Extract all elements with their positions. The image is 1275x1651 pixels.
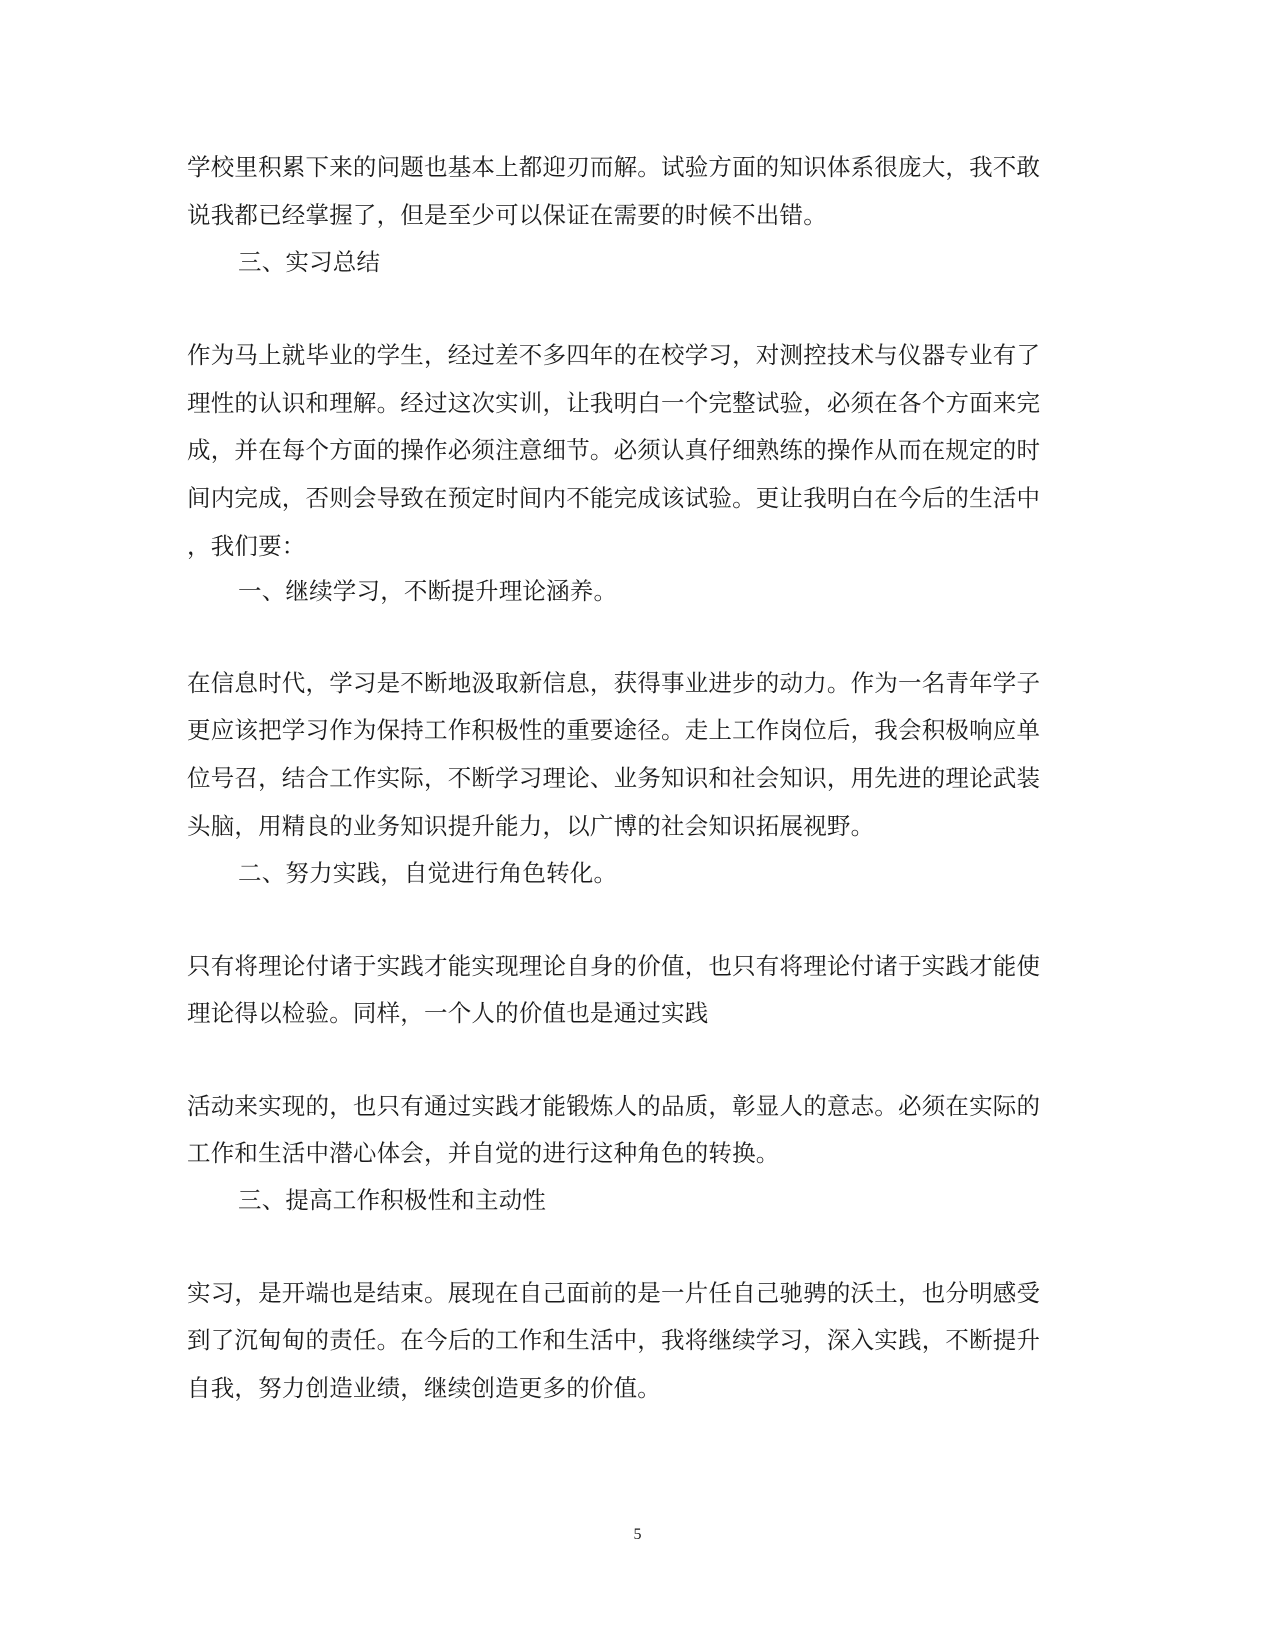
page-number: 5 <box>633 1526 642 1543</box>
body-text-line: 自我，努力创造业绩，继续创造更多的价值。 <box>187 1374 661 1402</box>
subsection-heading: 一、继续学习，不断提升理论涵养。 <box>238 577 618 605</box>
body-text-line: 头脑，用精良的业务知识提升能力，以广博的社会知识拓展视野。 <box>187 812 875 840</box>
body-text-line: 实习，是开端也是结束。展现在自己面前的是一片任自己驰骋的沃土，也分明感受 <box>187 1279 1041 1307</box>
subsection-heading: 二、努力实践，自觉进行角色转化。 <box>238 859 618 887</box>
body-text-line: 成，并在每个方面的操作必须注意细节。必须认真仔细熟练的操作从而在规定的时 <box>187 436 1041 464</box>
body-text-line: 理性的认识和理解。经过这次实训，让我明白一个完整试验，必须在各个方面来完 <box>187 389 1041 417</box>
body-text-line: 在信息时代，学习是不断地汲取新信息，获得事业进步的动力。作为一名青年学子 <box>187 669 1041 697</box>
body-text-line: 说我都已经掌握了，但是至少可以保证在需要的时候不出错。 <box>187 201 827 229</box>
section-heading: 三、实习总结 <box>238 248 381 276</box>
body-text-line: 位号召，结合工作实际，不断学习理论、业务知识和社会知识，用先进的理论武装 <box>187 764 1041 792</box>
body-text-line: 作为马上就毕业的学生，经过差不多四年的在校学习，对测控技术与仪器专业有了 <box>187 341 1041 369</box>
body-text-line: 理论得以检验。同样，一个人的价值也是通过实践 <box>187 999 709 1027</box>
body-text-line: 只有将理论付诸于实践才能实现理论自身的价值，也只有将理论付诸于实践才能使 <box>187 952 1041 980</box>
subsection-heading: 三、提高工作积极性和主动性 <box>238 1186 547 1214</box>
body-text-line: 活动来实现的，也只有通过实践才能锻炼人的品质，彰显人的意志。必须在实际的 <box>187 1092 1041 1120</box>
body-text-line: 工作和生活中潜心体会，并自觉的进行这种角色的转换。 <box>187 1139 780 1167</box>
body-text-line: 到了沉甸甸的责任。在今后的工作和生活中，我将继续学习，深入实践，不断提升 <box>187 1326 1041 1354</box>
body-text-line: 间内完成，否则会导致在预定时间内不能完成该试验。更让我明白在今后的生活中 <box>187 484 1041 512</box>
body-text-line: 更应该把学习作为保持工作积极性的重要途径。走上工作岗位后，我会积极响应单 <box>187 716 1041 744</box>
body-text-line: ，我们要： <box>187 532 306 560</box>
body-text-line: 学校里积累下来的问题也基本上都迎刃而解。试验方面的知识体系很庞大，我不敢 <box>187 153 1041 181</box>
